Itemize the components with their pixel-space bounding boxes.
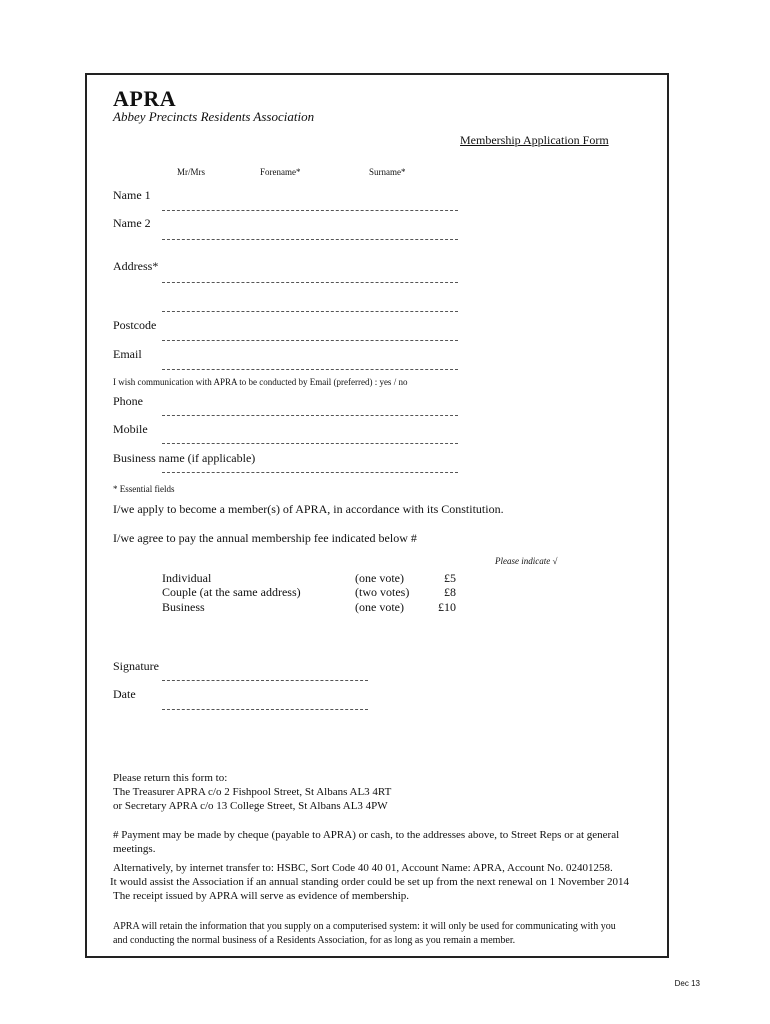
agree-statement: I/we agree to pay the annual membership fee indicated below # bbox=[113, 531, 417, 545]
signature-field[interactable] bbox=[162, 680, 368, 681]
fee-name: Individual bbox=[162, 571, 212, 585]
footer-code: Dec 13 bbox=[674, 979, 700, 988]
business-field[interactable] bbox=[162, 472, 458, 473]
fee-votes: (one vote) bbox=[355, 571, 404, 585]
column-title: Mr/Mrs bbox=[177, 167, 206, 177]
name2-field[interactable] bbox=[162, 239, 458, 240]
privacy-line-1: APRA will retain the information that you supply on a computerised system: it will only be used for communicating with you bbox=[113, 921, 616, 932]
address-field-2[interactable] bbox=[162, 311, 458, 312]
apply-statement: I/we apply to become a member(s) of APRA, in accordance with its Constitution. bbox=[113, 502, 504, 516]
phone-label: Phone bbox=[113, 394, 143, 408]
email-field[interactable] bbox=[162, 369, 458, 370]
signature-label: Signature bbox=[113, 659, 159, 673]
indicate-note: Please indicate √ bbox=[495, 556, 558, 566]
return-secretary: or Secretary APRA c/o 13 College Street, St Albans AL3 4PW bbox=[113, 800, 388, 812]
payment-line-4: It would assist the Association if an annual standing order could be set up from the next renewal on 1 November 2014 bbox=[110, 876, 630, 888]
privacy-line-2: and conducting the normal business of a Residents Association, for as long as you remain a member. bbox=[113, 935, 516, 946]
fee-votes: (one vote) bbox=[355, 600, 404, 614]
essential-note: * Essential fields bbox=[113, 484, 175, 494]
name2-label: Name 2 bbox=[113, 216, 151, 230]
payment-line-2: meetings. bbox=[113, 843, 156, 855]
fee-row-business[interactable] bbox=[162, 600, 462, 615]
mobile-label: Mobile bbox=[113, 422, 148, 436]
payment-line-5: The receipt issued by APRA will serve as evidence of membership. bbox=[113, 890, 410, 902]
postcode-field[interactable] bbox=[162, 340, 458, 341]
org-full-name: Abbey Precincts Residents Association bbox=[113, 109, 315, 124]
email-label: Email bbox=[113, 347, 142, 361]
address-label: Address* bbox=[113, 259, 159, 273]
fee-votes: (two votes) bbox=[355, 585, 410, 599]
postcode-label: Postcode bbox=[113, 318, 157, 332]
address-field-1[interactable] bbox=[162, 282, 458, 283]
form-title: Membership Application Form bbox=[460, 133, 609, 147]
return-treasurer: The Treasurer APRA c/o 2 Fishpool Street, St Albans AL3 4RT bbox=[113, 786, 392, 798]
name1-field[interactable] bbox=[162, 210, 458, 211]
name1-label: Name 1 bbox=[113, 188, 151, 202]
business-label: Business name (if applicable) bbox=[113, 451, 256, 465]
date-field[interactable] bbox=[162, 709, 368, 710]
org-acronym: APRA bbox=[113, 86, 177, 111]
fee-price: £8 bbox=[444, 585, 456, 599]
fee-row-couple[interactable] bbox=[162, 585, 462, 600]
payment-line-3: Alternatively, by internet transfer to: HSBC, Sort Code 40 40 01, Account Name: APRA, Account No. 02401258. bbox=[113, 862, 613, 874]
payment-line-1: # Payment may be made by cheque (payable to APRA) or cash, to the addresses above, to Street Reps or at general bbox=[113, 829, 620, 841]
column-surname: Surname* bbox=[369, 167, 406, 177]
phone-field[interactable] bbox=[162, 415, 458, 416]
date-label: Date bbox=[113, 687, 136, 701]
fee-price: £10 bbox=[438, 600, 456, 614]
fee-name: Business bbox=[162, 600, 205, 614]
fee-price: £5 bbox=[444, 571, 456, 585]
fee-row-individual[interactable] bbox=[162, 571, 462, 586]
return-heading: Please return this form to: bbox=[113, 772, 228, 784]
mobile-field[interactable] bbox=[162, 443, 458, 444]
fee-name: Couple (at the same address) bbox=[162, 585, 301, 599]
column-forename: Forename* bbox=[260, 167, 301, 177]
email-preference: I wish communication with APRA to be conducted by Email (preferred) : yes / no bbox=[113, 377, 408, 387]
